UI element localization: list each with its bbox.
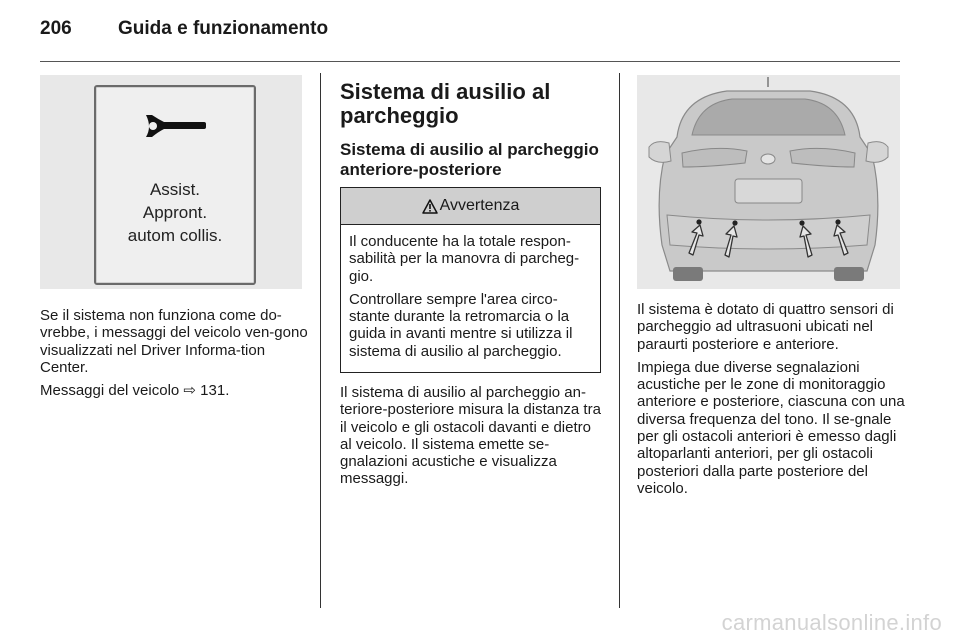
reference-arrow-icon: ⇨ [183, 382, 196, 400]
left-text [40, 307, 308, 405]
warning-triangle-icon [422, 199, 438, 214]
display-line-3: autom collis. [127, 226, 223, 245]
page-reference: 131. [200, 382, 230, 400]
section-title: Guida e funzionamento [118, 18, 329, 39]
left-paragraph-2 [40, 382, 308, 399]
right-text [637, 301, 905, 503]
warning-title: Avvertenza [439, 197, 520, 214]
driver-info-display [94, 85, 256, 285]
watermark: carmanualsonline.info [721, 610, 942, 635]
page-header [40, 18, 328, 48]
warning-paragraph-1: Il conducente ha la totale respon-sabilità per la manovra di parcheg-gio. [349, 233, 580, 285]
warning-box [340, 187, 601, 373]
middle-body-text: Il sistema di ausilio al parcheggio an-teriore-posteriore misura la distanza tra il veicolo e gli ostacoli davanti e dietro al veicolo. Il sistema emette se-gnalazioni acustiche e visualizza messaggi. [340, 384, 601, 488]
warning-paragraph-2: Controllare sempre l'area circo-stante durante la retromarcia o la guida in avanti mentre si utilizza il sistema di ausilio al parcheggio. [349, 290, 573, 360]
car-rear-illustration [637, 75, 900, 289]
display-figure [40, 75, 302, 289]
column-divider-left [320, 73, 321, 608]
page-number: 206 [40, 18, 72, 39]
display-line-1: Assist. [149, 180, 201, 199]
wrench-icon [144, 111, 206, 141]
right-paragraph-2: Impiega due diverse segnalazioni acustiche per le zone di monitoraggio anteriore e posteriore, ciascuna con una diversa frequenza del tono. Il se-gnale per gli ostacoli anteriori è emesso dagli altoparlanti anteriori, per gli ostacoli posteriori dalla parte posteriore del veicolo. [637, 358, 905, 497]
section-heading: Sistema di ausilio al parcheggio [340, 79, 551, 128]
right-paragraph-1: Il sistema è dotato di quattro sensori di parcheggio ad ultrasuoni ubicati nel paraurti posteriore e anteriore. [637, 301, 894, 353]
subsection-heading: Sistema di ausilio al parcheggio anteriore-posteriore [340, 140, 599, 179]
car-rear-figure [637, 75, 900, 289]
header-divider [40, 61, 900, 62]
left-paragraph-1: Se il sistema non funziona come do-vrebbe, i messaggi del veicolo ven-gono visualizzati nel Driver Informa-tion Center. [40, 307, 308, 376]
warning-header [341, 188, 600, 225]
vehicle-messages-text: Messaggi del veicolo [40, 382, 180, 400]
warning-body [341, 225, 600, 372]
display-line-2: Appront. [142, 203, 208, 222]
column-divider-right [619, 73, 620, 608]
